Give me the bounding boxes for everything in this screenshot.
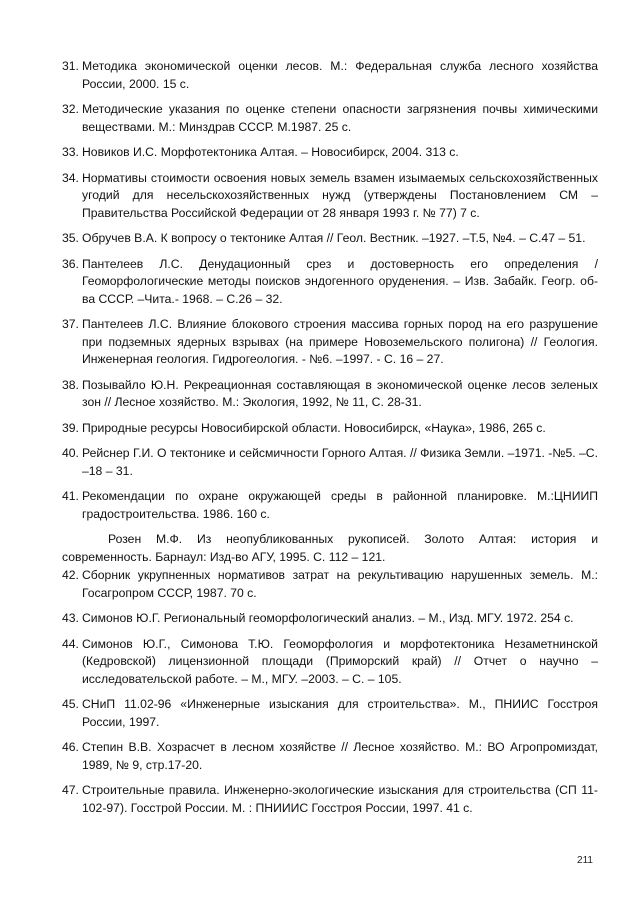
reference-item <box>62 739 598 774</box>
reference-text: Природные ресурсы Новосибирской области. Новосибирск, «Наука», 1986, 265 с. <box>82 420 546 435</box>
reference-number: 33. <box>62 145 79 159</box>
reference-text: Сборник укрупненных нормативов затрат на рекультивацию нарушенных земель. М.: Госагропром СССР, 1987. 70 с. <box>82 568 598 600</box>
reference-text: Нормативы стоимости освоения новых земель взамен изымаемых сельскохозяйственных угодий для несельскохозяйственных нужд (утверждены Постановлением СМ – Правительства Российской Федерации от 28 января 1993 г. № 77) 7 с. <box>82 170 598 220</box>
reference-item <box>62 610 598 628</box>
reference-number: 46. <box>62 740 79 754</box>
page-number: 211 <box>577 855 593 866</box>
reference-item <box>62 488 598 523</box>
reference-item <box>62 316 598 369</box>
reference-text: Методические указания по оценке степени опасности загрязнения почвы химическими веществами. М.: Минздрав СССР. М.1987. 25 с. <box>82 102 598 134</box>
reference-number: 44. <box>62 636 79 651</box>
reference-text: Пантелеев Л.С. Влияние блокового строения массива горных пород на его разрушение при подземных ядерных взрывах (на примере Новоземельского полигона) // Геология. Инженерная геология. Гидрогеология. - №6. –1997. - С. 16 – 27. <box>82 317 598 366</box>
reference-number: 41. <box>62 489 79 503</box>
reference-text: Пантелеев Л.С. Денудационный срез и достоверность его определения / Геоморфологические методы поисков эндогенного оруденения. – Изв. Забайк. Геогр. об-ва СССР. –Чита.- 1968. – С.26 – 32. <box>82 256 598 306</box>
reference-text: Степин В.В. Хозрасчет в лесном хозяйстве // Лесное хозяйство. М.: ВО Агропромиздат, 1989, № 9, стр.17-20. <box>82 740 598 772</box>
reference-list <box>62 58 598 825</box>
reference-item <box>62 58 598 93</box>
reference-item <box>62 170 598 223</box>
reference-item <box>62 445 598 480</box>
reference-number: 40. <box>62 446 79 460</box>
reference-number: 34. <box>62 170 79 185</box>
reference-text: Симонов Ю.Г., Симонова Т.Ю. Геоморфология и морфотектоника Незаметнинской (Кедровской) лицензионной площади (Приморский край) // Отчет о научно – исследовательской работе. – М., МГУ. –2003. – С. – 105. <box>82 636 598 686</box>
reference-number: 45. <box>62 697 79 711</box>
reference-number: 32. <box>62 102 79 116</box>
reference-item <box>62 101 598 136</box>
reference-number: 47. <box>62 783 79 797</box>
reference-text: Рейснер Г.И. О тектонике и сейсмичности Горного Алтая. // Физика Земли. –1971. -№5. –С. –18 – 31. <box>82 446 598 478</box>
reference-item <box>62 230 598 248</box>
reference-item <box>62 377 598 412</box>
reference-item <box>62 256 598 309</box>
reference-text: Рекомендации по охране окружающей среды в районной планировке. М.:ЦНИИП градостроительства. 1986. 160 с. <box>82 489 598 521</box>
reference-number: 43. <box>62 611 79 625</box>
reference-text: Симонов Ю.Г. Региональный геоморфологический анализ. – М., Изд. МГУ. 1972. 254 с. <box>82 611 574 625</box>
reference-text: Обручев В.А. К вопросу о тектонике Алтая // Геол. Вестник. –1927. –Т.5, №4. – С.47 – 51. <box>82 231 586 245</box>
reference-item <box>62 567 598 602</box>
reference-item <box>62 696 598 731</box>
reference-text: Строительные правила. Инженерно-экологические изыскания для строительства (СП 11-102-97). Госстрой России. М. : ПНИИИС Госстроя России, 1997. 41 с. <box>82 783 598 815</box>
reference-item <box>62 782 598 817</box>
reference-text: Новиков И.С. Морфотектоника Алтая. – Новосибирск, 2004. 313 с. <box>82 145 459 159</box>
reference-item <box>62 144 598 162</box>
reference-text: Методика экономической оценки лесов. М.: Федеральная служба лесного хозяйства России, 2000. 15 с. <box>82 59 598 91</box>
reference-number: 39. <box>62 420 79 435</box>
reference-number: 42. <box>62 568 79 582</box>
reference-item <box>62 636 598 689</box>
reference-number: 38. <box>62 377 79 392</box>
reference-number: 37. <box>62 317 79 331</box>
reference-number: 35. <box>62 231 79 245</box>
reference-text: Позывайло Ю.Н. Рекреационная составляющая в экономической оценке лесов зеленых зон // Лесное хозяйство. М.: Экология, 1992, № 11, С. 28-31. <box>82 377 598 409</box>
reference-number: 31. <box>62 59 79 73</box>
reference-number: 36. <box>62 256 79 271</box>
reference-text: СНиП 11.02-96 «Инженерные изыскания для строительства». М., ПНИИС Госстроя России, 1997. <box>82 697 598 729</box>
reference-item <box>62 420 598 438</box>
unnumbered-reference: Розен М.Ф. Из неопубликованных рукописей. Золото Алтая: история и современность. Барнаул: Изд-во АГУ, 1995. С. 112 – 121. <box>62 532 598 564</box>
